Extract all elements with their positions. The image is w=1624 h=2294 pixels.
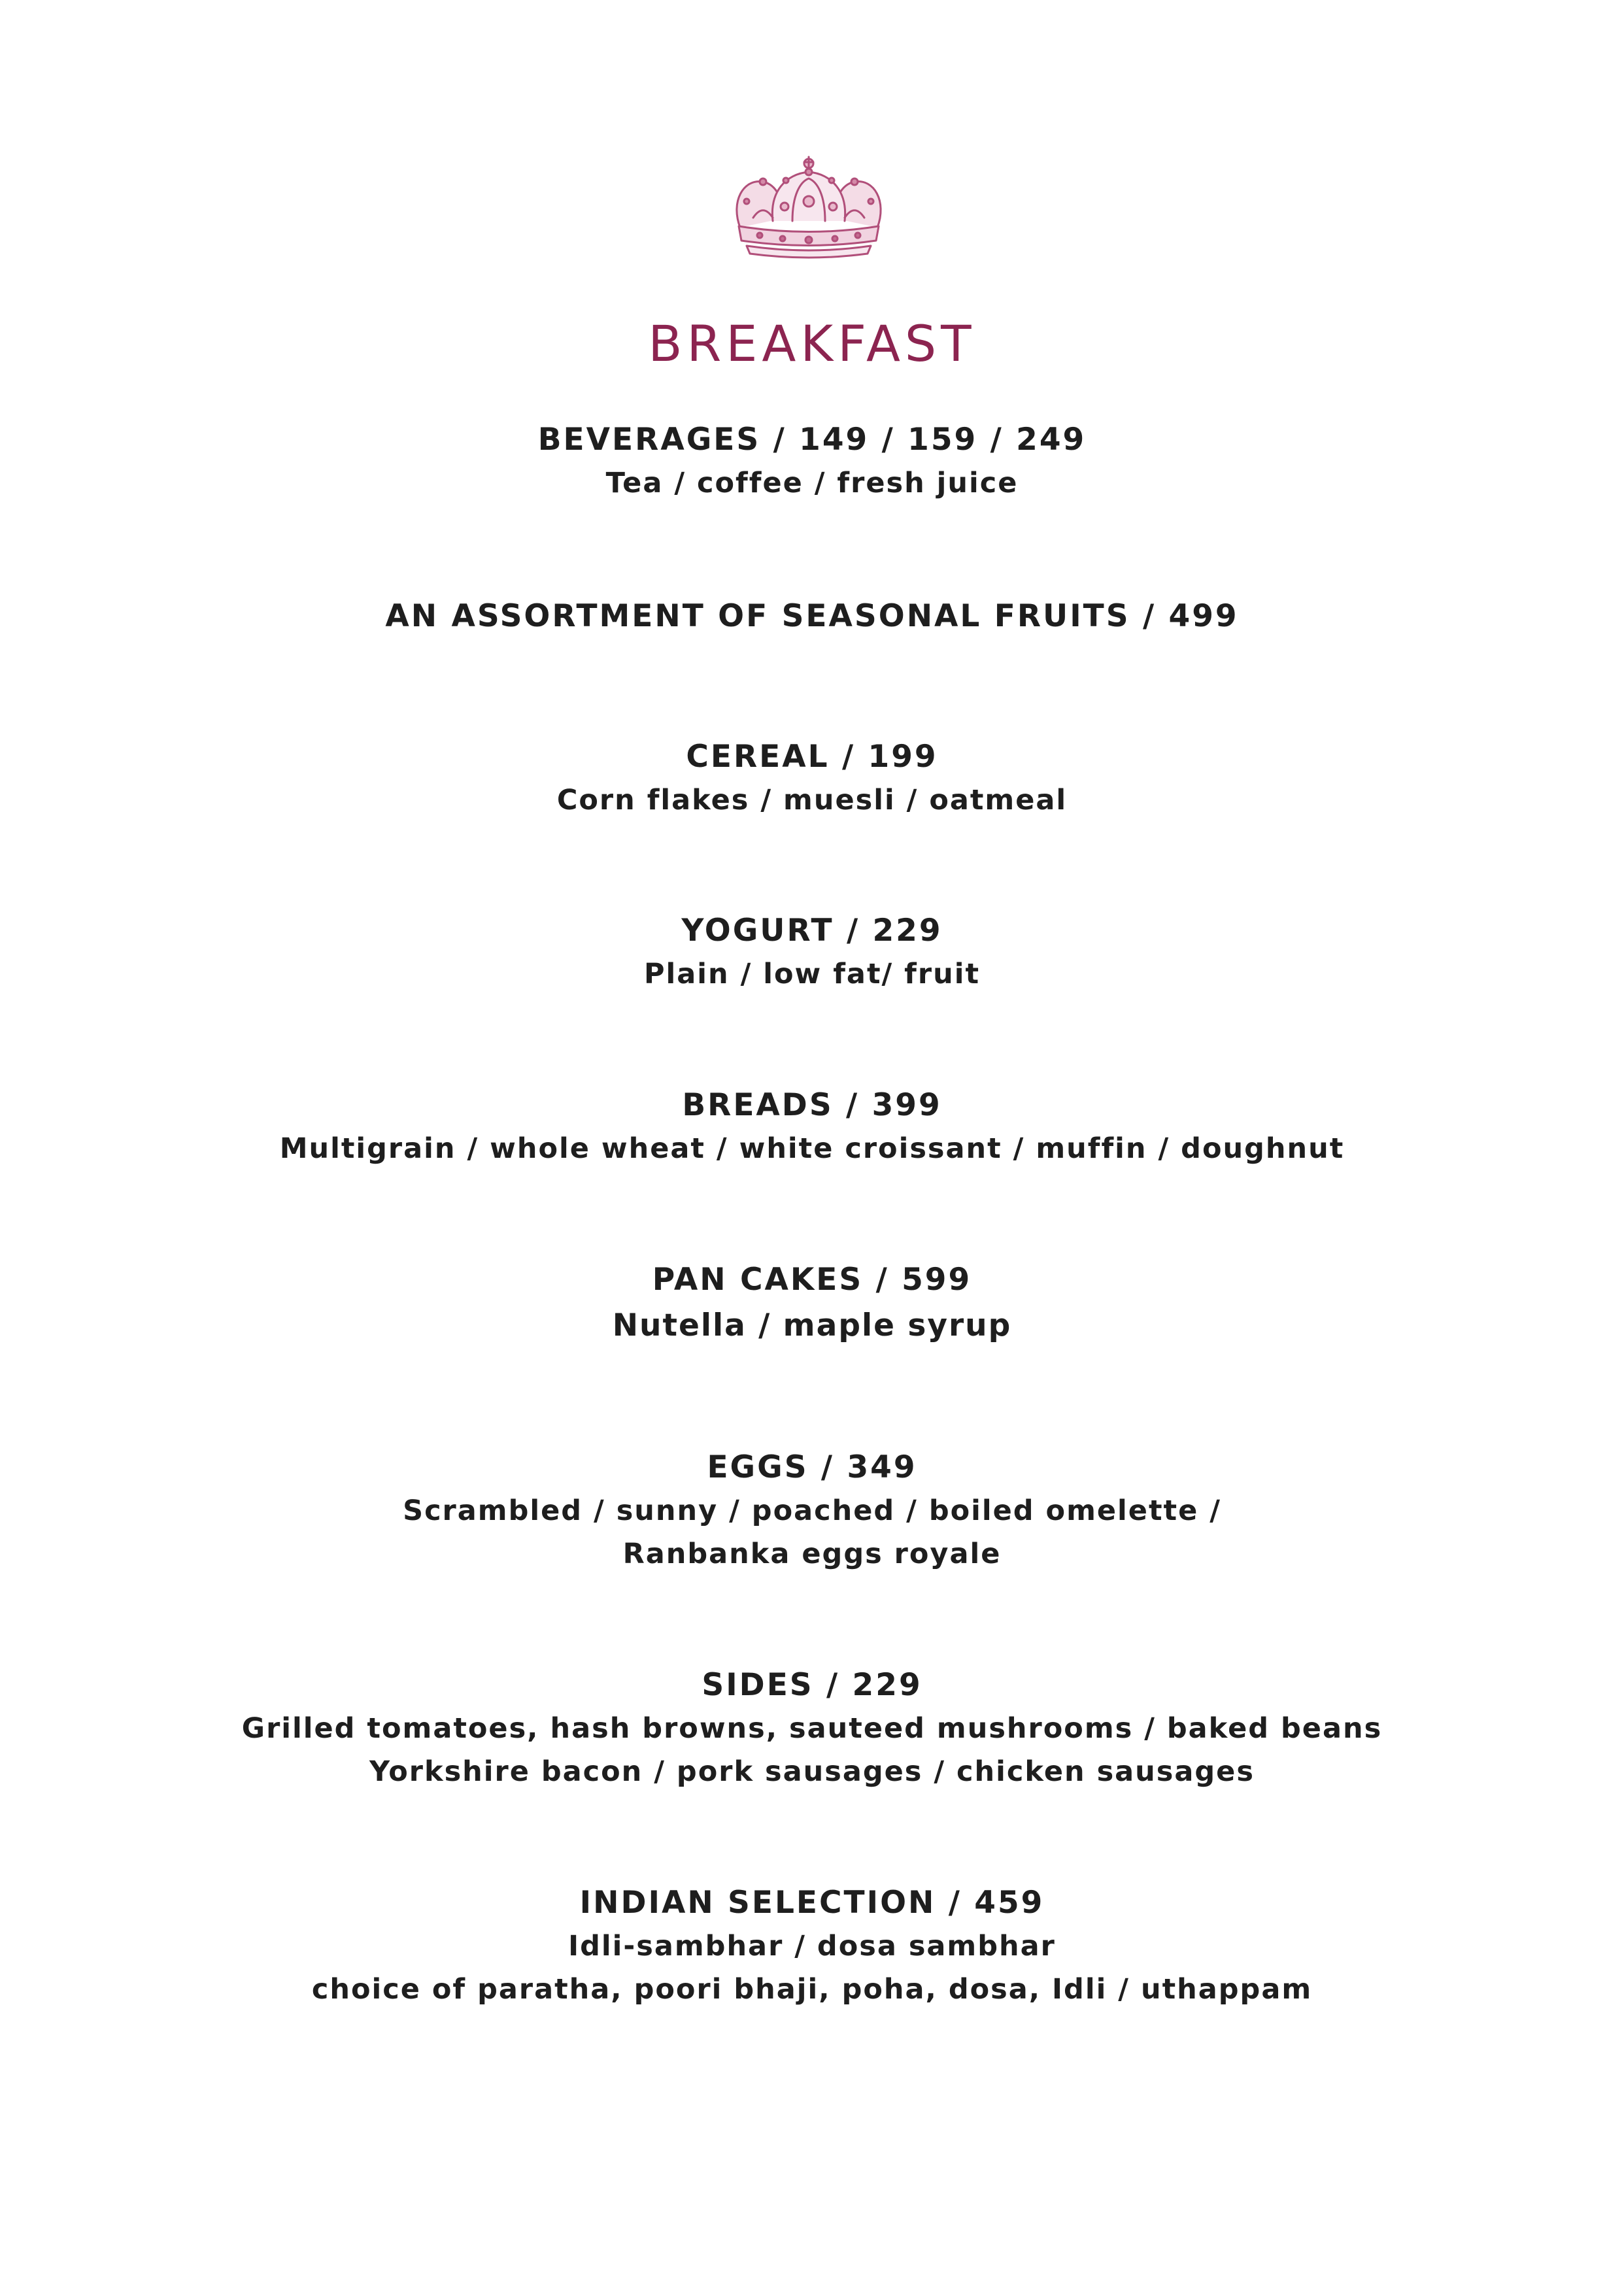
section-heading: YOGURT / 229 xyxy=(681,913,943,949)
menu-section-fruits xyxy=(0,595,1624,638)
menu-section-cereal xyxy=(0,735,1624,822)
section-heading: EGGS / 349 xyxy=(707,1449,917,1485)
menu-section-pancakes xyxy=(0,1258,1624,1350)
section-description: Corn flakes / muesli / oatmeal xyxy=(556,784,1068,817)
section-heading: SIDES / 229 xyxy=(702,1667,922,1703)
menu-section-eggs xyxy=(0,1446,1624,1576)
section-description: Plain / low fat/ fruit xyxy=(643,958,981,990)
menu-section-indian xyxy=(0,1881,1624,2011)
section-description: Ranbanka eggs royale xyxy=(622,1538,1002,1570)
section-description: Multigrain / whole wheat / white croissant / muffin / doughnut xyxy=(279,1132,1345,1165)
section-heading: BREADS / 399 xyxy=(682,1087,942,1123)
section-description: Idli-sambhar / dosa sambhar xyxy=(568,1930,1056,1963)
section-description: Nutella / maple syrup xyxy=(612,1307,1012,1343)
menu-section-yogurt xyxy=(0,909,1624,996)
menu-section-beverages xyxy=(0,418,1624,505)
section-heading: INDIAN SELECTION / 459 xyxy=(579,1885,1045,1921)
section-heading: CEREAL / 199 xyxy=(686,739,938,775)
page-title: BREAKFAST xyxy=(648,314,976,373)
section-description: choice of paratha, poori bhaji, poha, dosa, Idli / uthappam xyxy=(311,1973,1313,2006)
menu-section-breads xyxy=(0,1084,1624,1170)
menu-section-sides xyxy=(0,1664,1624,1793)
section-heading: BEVERAGES / 149 / 159 / 249 xyxy=(537,422,1087,458)
section-heading: AN ASSORTMENT OF SEASONAL FRUITS / 499 xyxy=(385,598,1239,634)
section-description: Scrambled / sunny / poached / boiled omelette / xyxy=(403,1494,1221,1527)
section-description: Yorkshire bacon / pork sausages / chicken sausages xyxy=(369,1755,1255,1788)
crown-icon xyxy=(727,156,890,260)
section-heading: PAN CAKES / 599 xyxy=(652,1262,972,1298)
section-description: Grilled tomatoes, hash browns, sauteed mushrooms / baked beans xyxy=(241,1712,1383,1745)
section-description: Tea / coffee / fresh juice xyxy=(605,467,1019,499)
